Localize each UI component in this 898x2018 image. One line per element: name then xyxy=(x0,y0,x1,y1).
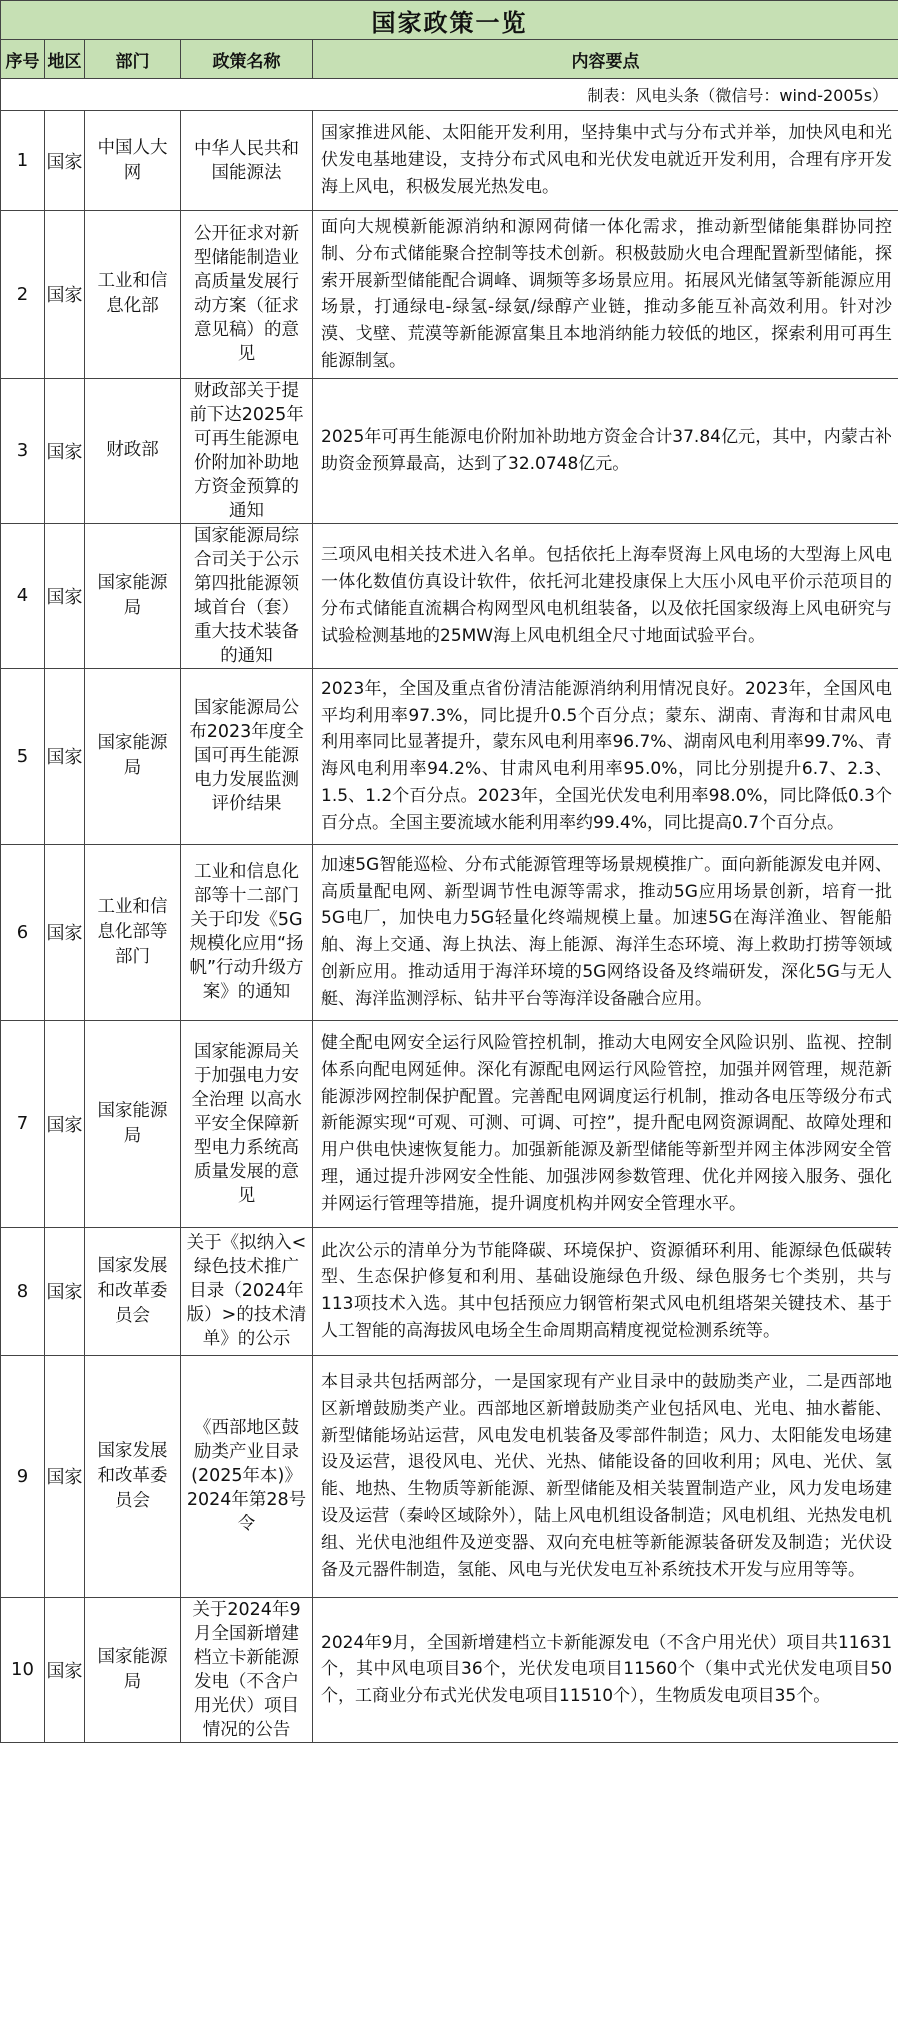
cell-content: 三项风电相关技术进入名单。包括依托上海奉贤海上风电场的大型海上风电一体化数值仿真设计软件，依托河北建投康保上大压小风电平价示范项目的分布式储能直流耦合构网型风电机组装备，以及依托国家级海上风电研究与试验检测基地的25MW海上风电机组全尺寸地面试验平台。 xyxy=(313,523,898,668)
cell-no: 4 xyxy=(1,523,45,668)
cell-content: 健全配电网安全运行风险管控机制，推动大电网安全风险识别、监视、控制体系向配电网延伸。深化有源配电网运行风险管控，加强并网管理，规范新能源涉网控制保护配置。完善配电网调度运行机制，推动各电压等级分布式新能源实现“可观、可测、可调、可控”，提升配电网资源调配、故障处理和用户供电快速恢复能力。加强新能源及新型储能等新型并网主体涉网安全管理，通过提升涉网安全性能、加强涉网参数管理、优化并网接入服务、强化并网运行管理等措施，提升调度机构并网安全管理水平。 xyxy=(313,1020,898,1227)
cell-dept: 工业和信息化部等部门 xyxy=(85,844,181,1020)
cell-area: 国家 xyxy=(45,111,85,211)
table-row xyxy=(1,1227,898,1355)
column-header-no: 序号 xyxy=(1,40,45,79)
cell-area: 国家 xyxy=(45,668,85,844)
cell-policy-name: 财政部关于提前下达2025年可再生能源电价附加补助地方资金预算的通知 xyxy=(181,378,313,523)
cell-content: 2025年可再生能源电价附加补助地方资金合计37.84亿元，其中，内蒙古补助资金预算最高，达到了32.0748亿元。 xyxy=(313,378,898,523)
cell-area: 国家 xyxy=(45,378,85,523)
cell-no: 8 xyxy=(1,1227,45,1355)
table-row xyxy=(1,211,898,379)
cell-dept: 工业和信息化部 xyxy=(85,211,181,379)
table-row xyxy=(1,668,898,844)
cell-dept: 国家发展和改革委员会 xyxy=(85,1355,181,1597)
cell-area: 国家 xyxy=(45,211,85,379)
cell-area: 国家 xyxy=(45,523,85,668)
cell-area: 国家 xyxy=(45,1355,85,1597)
cell-dept: 国家能源局 xyxy=(85,523,181,668)
cell-content: 2023年，全国及重点省份清洁能源消纳利用情况良好。2023年，全国风电平均利用率97.3%，同比提升0.5个百分点；蒙东、湖南、青海和甘肃风电利用率同比显著提升，蒙东风电利用率96.7%、湖南风电利用率99.7%、青海风电利用率94.2%、甘肃风电利用率95.0%，同比分别提升6.7、2.3、1.5、1.2个百分点。2023年，全国光伏发电利用率98.0%，同比降低0.3个百分点。全国主要流域水能利用率约99.4%，同比提高0.7个百分点。 xyxy=(313,668,898,844)
cell-content: 本目录共包括两部分，一是国家现有产业目录中的鼓励类产业，二是西部地区新增鼓励类产业。西部地区新增鼓励类产业包括风电、光电、抽水蓄能、新型储能场站运营，风电发电机装备及零部件制造；风力、太阳能发电场建设及运营，退役风电、光伏、光热、储能设备的回收利用；风电、光伏、氢能、地热、生物质等新能源、新型储能及相关装置制造产业，风力发电场建设及运营（秦岭区域除外），陆上风电机组设备制造；风电机组、光热发电机组、光伏电池组件及逆变器、双向充电桩等新能源装备研发及制造；光伏设备及元器件制造，氢能、风电与光伏发电互补系统技术开发与应用等等。 xyxy=(313,1355,898,1597)
cell-no: 10 xyxy=(1,1597,45,1742)
cell-policy-name: 中华人民共和国能源法 xyxy=(181,111,313,211)
cell-content: 面向大规模新能源消纳和源网荷储一体化需求，推动新型储能集群协同控制、分布式储能聚合控制等技术创新。积极鼓励火电合理配置新型储能，探索开展新型储能配合调峰、调频等多场景应用。拓展风光储氢等新能源应用场景，打通绿电-绿氢-绿氨/绿醇产业链，推动多能互补高效利用。针对沙漠、戈壁、荒漠等新能源富集且本地消纳能力较低的地区，探索利用可再生能源制氢。 xyxy=(313,211,898,379)
cell-policy-name: 国家能源局综合司关于公示第四批能源领域首台（套）重大技术装备的通知 xyxy=(181,523,313,668)
table-row xyxy=(1,1597,898,1742)
cell-policy-name: 关于2024年9月全国新增建档立卡新能源发电（不含户用光伏）项目情况的公告 xyxy=(181,1597,313,1742)
cell-policy-name: 《西部地区鼓励类产业目录(2025年本)》2024年第28号令 xyxy=(181,1355,313,1597)
cell-dept: 国家能源局 xyxy=(85,1597,181,1742)
table-row xyxy=(1,1020,898,1227)
cell-no: 2 xyxy=(1,211,45,379)
cell-no: 5 xyxy=(1,668,45,844)
cell-content: 2024年9月，全国新增建档立卡新能源发电（不含户用光伏）项目共11631个，其中风电项目36个，光伏发电项目11560个（集中式光伏发电项目50个，工商业分布式光伏发电项目11510个），生物质发电项目35个。 xyxy=(313,1597,898,1742)
cell-policy-name: 关于《拟纳入<绿色技术推广目录（2024年版）>的技术清单》的公示 xyxy=(181,1227,313,1355)
table-row xyxy=(1,523,898,668)
cell-dept: 中国人大网 xyxy=(85,111,181,211)
cell-area: 国家 xyxy=(45,1597,85,1742)
column-header-policy-name: 政策名称 xyxy=(181,40,313,79)
cell-content: 加速5G智能巡检、分布式能源管理等场景规模推广。面向新能源发电并网、高质量配电网、新型调节性电源等需求，推动5G应用场景创新，培育一批5G电厂，加快电力5G轻量化终端规模上量。加速5G在海洋渔业、智能船舶、海上交通、海上执法、海上能源、海洋生态环境、海上救助打捞等领域创新应用。推动适用于海洋环境的5G网络设备及终端研发，深化5G与无人艇、海洋监测浮标、钻井平台等海洋设备融合应用。 xyxy=(313,844,898,1020)
cell-no: 9 xyxy=(1,1355,45,1597)
cell-no: 3 xyxy=(1,378,45,523)
cell-policy-name: 国家能源局公布2023年度全国可再生能源电力发展监测评价结果 xyxy=(181,668,313,844)
table-credit: 制表：风电头条（微信号：wind-2005s） xyxy=(1,79,898,111)
cell-area: 国家 xyxy=(45,1227,85,1355)
cell-dept: 国家能源局 xyxy=(85,668,181,844)
table-row xyxy=(1,378,898,523)
column-header-area: 地区 xyxy=(45,40,85,79)
cell-dept: 国家发展和改革委员会 xyxy=(85,1227,181,1355)
cell-no: 7 xyxy=(1,1020,45,1227)
cell-area: 国家 xyxy=(45,1020,85,1227)
table-row xyxy=(1,111,898,211)
table-row xyxy=(1,844,898,1020)
cell-area: 国家 xyxy=(45,844,85,1020)
cell-dept: 国家能源局 xyxy=(85,1020,181,1227)
cell-dept: 财政部 xyxy=(85,378,181,523)
cell-no: 6 xyxy=(1,844,45,1020)
column-header-dept: 部门 xyxy=(85,40,181,79)
cell-policy-name: 国家能源局关于加强电力安全治理 以高水平安全保障新型电力系统高质量发展的意见 xyxy=(181,1020,313,1227)
table-row xyxy=(1,1355,898,1597)
cell-policy-name: 公开征求对新型储能制造业高质量发展行动方案（征求意见稿）的意见 xyxy=(181,211,313,379)
cell-content: 国家推进风能、太阳能开发利用，坚持集中式与分布式并举，加快风电和光伏发电基地建设，支持分布式风电和光伏发电就近开发利用，合理有序开发海上风电，积极发展光热发电。 xyxy=(313,111,898,211)
cell-policy-name: 工业和信息化部等十二部门关于印发《5G规模化应用“扬帆”行动升级方案》的通知 xyxy=(181,844,313,1020)
cell-no: 1 xyxy=(1,111,45,211)
table-title: 国家政策一览 xyxy=(1,1,898,40)
cell-content: 此次公示的清单分为节能降碳、环境保护、资源循环利用、能源绿色低碳转型、生态保护修复和利用、基础设施绿色升级、绿色服务七个类别，共与113项技术入选。其中包括预应力钢管桁架式风电机组塔架关键技术、基于人工智能的高海拔风电场全生命周期高精度视觉检测系统等。 xyxy=(313,1227,898,1355)
column-header-content: 内容要点 xyxy=(313,40,898,79)
